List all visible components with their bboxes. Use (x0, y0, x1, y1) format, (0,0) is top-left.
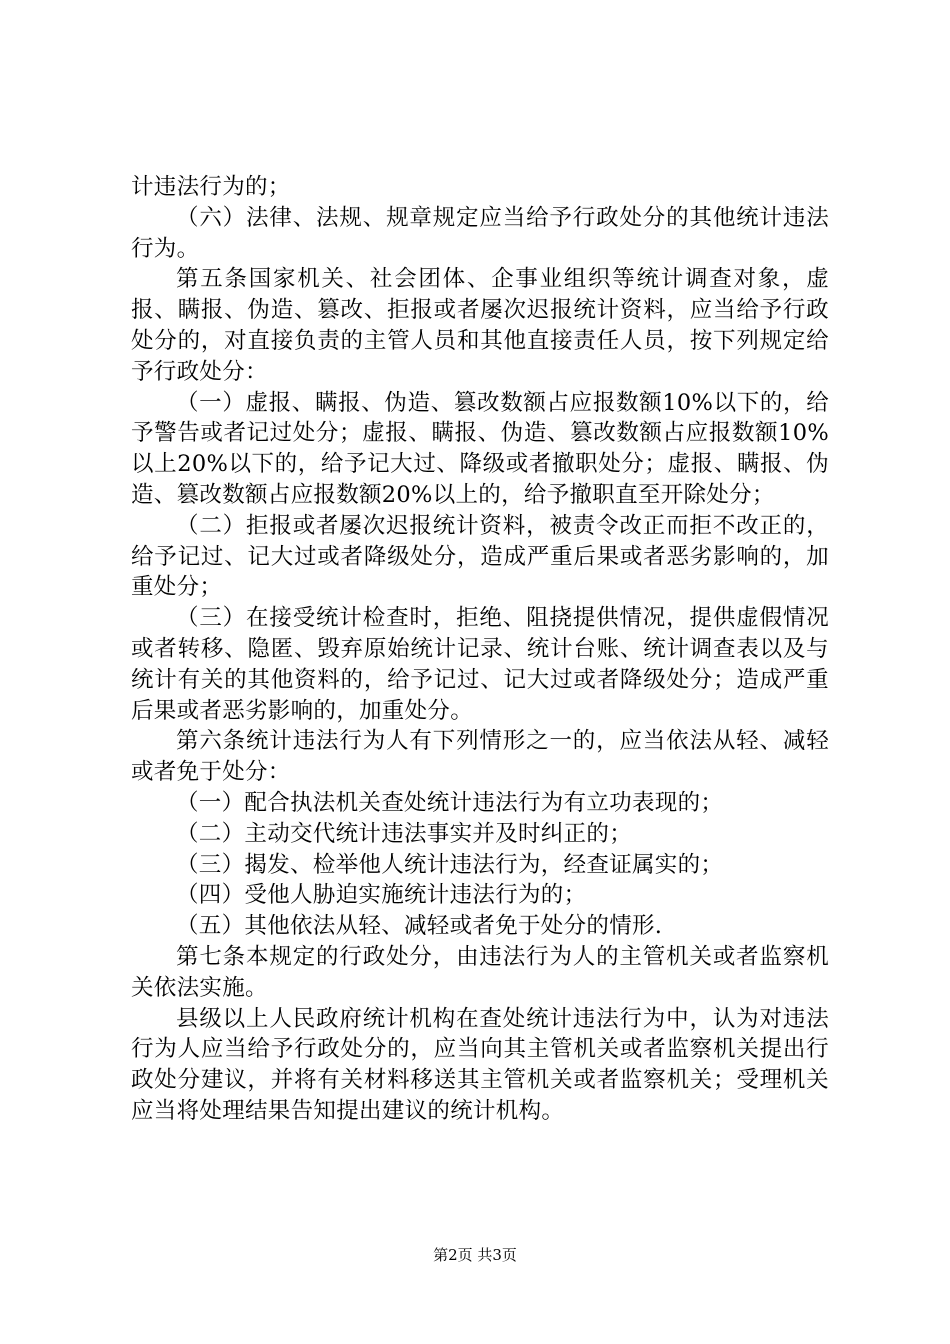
paragraph-article-6-item-3: （三）揭发、检举他人统计违法行为，经查证属实的； (176, 851, 724, 878)
paragraph-article-6-item-1: （一）配合执法机关查处统计违法行为有立功表现的； (176, 789, 724, 816)
paragraph-article-6: 第六条统计违法行为人有下列情形之一的，应当依法从轻、减轻或者免于处分： (131, 728, 829, 786)
paragraph-article-7: 第七条本规定的行政处分，由违法行为人的主管机关或者监察机关依法实施。 (131, 943, 829, 1001)
paragraph-article-7-clause-2: 县级以上人民政府统计机构在查处统计违法行为中，认为对违法行为人应当给予行政处分的，应当向其主管机关或者监察机关提出行政处分建议，并将有关材料移送其主管机关或者监察机关；受理机关应当将处理结果告知提出建议的统计机构。 (131, 1005, 829, 1124)
paragraph-article-5-item-1: （一）虚报、瞒报、伪造、篡改数额占应报数额10%以下的，给予警告或者记过处分；虚报、瞒报、伪造、篡改数额占应报数额10%以上20%以下的，给予记大过、降级或者撤职处分；虚报、瞒报、伪造、篡改数额占应报数额20%以上的，给予撤职直至开除处分； (131, 389, 829, 508)
paragraph-article-5-item-3: （三）在接受统计检查时，拒绝、阻挠提供情况，提供虚假情况或者转移、隐匿、毁弃原始统计记录、统计台账、统计调查表以及与统计有关的其他资料的，给予记过、记大过或者降级处分；造成严重后果或者恶劣影响的，加重处分。 (131, 605, 829, 724)
document-body (131, 172, 829, 1127)
page-number-footer: 第2页 共3页 (433, 1246, 517, 1264)
paragraph-item-6: （六）法律、法规、规章规定应当给予行政处分的其他统计违法行为。 (131, 204, 829, 262)
paragraph-article-6-item-5: （五）其他依法从轻、减轻或者免于处分的情形. (176, 913, 663, 940)
paragraph-article-5: 第五条国家机关、社会团体、企事业组织等统计调查对象，虚报、瞒报、伪造、篡改、拒报或者屡次迟报统计资料，应当给予行政处分的，对直接负责的主管人员和其他直接责任人员，按下列规定给予行政处分： (131, 266, 829, 385)
paragraph-article-6-item-2: （二）主动交代统计违法事实并及时纠正的； (176, 820, 633, 847)
paragraph-continuation: 计违法行为的； (131, 174, 291, 200)
paragraph-article-6-item-4: （四）受他人胁迫实施统计违法行为的； (176, 882, 587, 909)
paragraph-article-5-item-2: （二）拒报或者屡次迟报统计资料，被责令改正而拒不改正的，给予记过、记大过或者降级处分，造成严重后果或者恶劣影响的，加重处分； (131, 512, 829, 601)
